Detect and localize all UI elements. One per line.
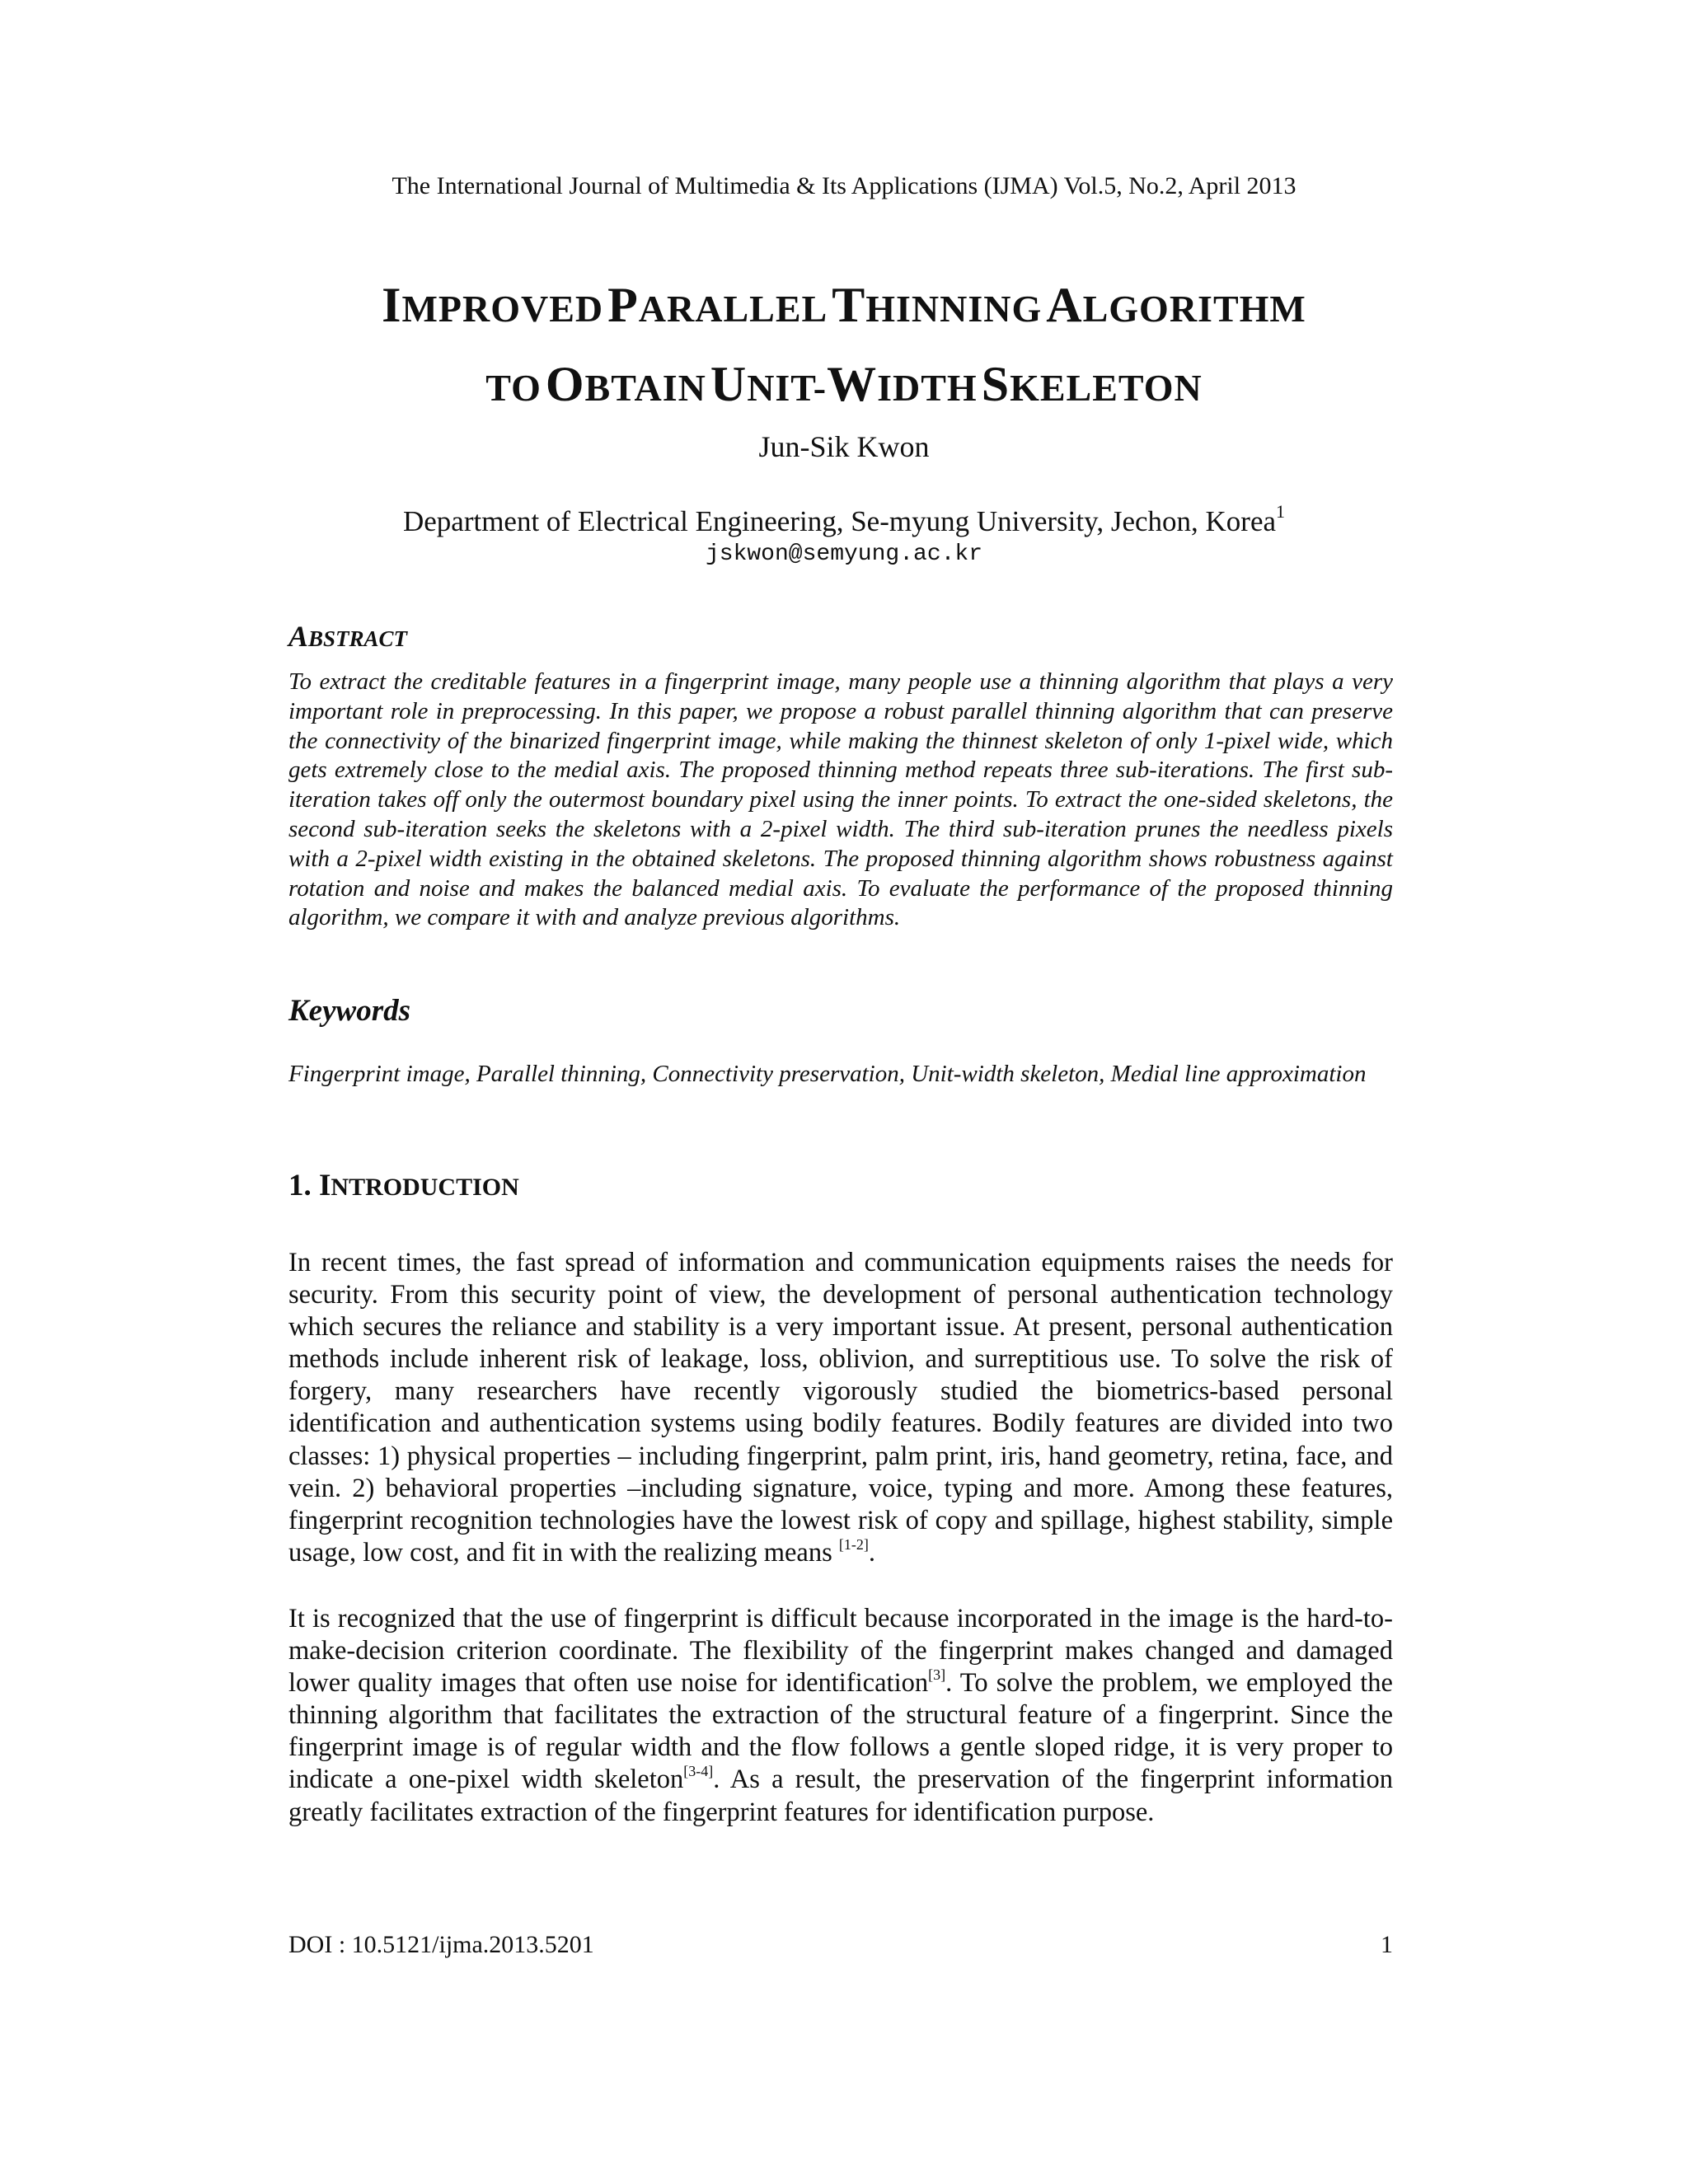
citation-ref: [3]	[928, 1666, 946, 1684]
title-word: SKELETON	[981, 357, 1203, 411]
title-line-2	[0, 351, 1688, 430]
author-name: Jun-Sik Kwon	[758, 430, 930, 463]
doi-footer: DOI : 10.5121/ijma.2013.5201	[288, 1931, 594, 1958]
title-line-1	[0, 272, 1688, 351]
citation-ref: [1-2]	[838, 1535, 869, 1553]
title-word: IMPROVED	[382, 278, 604, 332]
title-word: OBTAIN	[545, 357, 706, 411]
paper-title	[0, 272, 1688, 430]
author-affiliation: Department of Electrical Engineering, Se-myung University, Jechon, Korea$^1$	[402, 501, 1286, 537]
section-heading-introduction: 1. INTRODUCTION	[288, 1169, 519, 1202]
running-head: The International Journal of Multimedia & Its Applications (IJMA) Vol.5, No.2, April 2013	[392, 172, 1296, 199]
author-email: jskwon@semyung.ac.kr	[705, 541, 983, 567]
keywords-heading: Keywords	[288, 994, 410, 1028]
affiliation-mark: 1	[1276, 501, 1286, 522]
citation-ref: [3-4]	[683, 1763, 714, 1780]
abstract-heading: ABSTRACT	[288, 620, 408, 653]
title-word: UNIT-WIDTH	[710, 357, 978, 411]
title-word: PARALLEL	[607, 278, 828, 332]
intro-paragraph-2: It is recognized that the use of fingerprint is difficult because incorporated in the image is the hard-to-make-decision criterion coordinate. The flexibility of the fingerprint makes changed and damaged lower quality images that often use noise for identification[3]. To solve the problem, we employed the thinning algorithm that facilitates the extraction of the structural feature of a fingerprint. Since the fingerprint image is of regular width and the flow follows a gentle sloped ridge, it is very proper to indicate a one-pixel width skeleton[3-4]. As a result, the preservation of the fingerprint information greatly facilitates extraction of the fingerprint features for identification purpose.	[288, 1604, 1393, 1827]
title-word: ALGORITHM	[1046, 278, 1306, 332]
keywords-text: Fingerprint image, Parallel thinning, Connectivity preservation, Unit-width skeleton, Medial line approximation	[288, 1061, 1367, 1087]
title-word: TO	[485, 367, 542, 409]
page-number: 1	[1381, 1931, 1393, 1958]
title-word: THINNING	[832, 278, 1043, 332]
intro-paragraph-1: In recent times, the fast spread of information and communication equipments raises the needs for security. From this security point of view, the development of personal authentication technology which secures the reliance and stability is a very important issue. At present, personal authentication methods include inherent risk of leakage, loss, oblivion, and surreptitious use. To solve the risk of forgery, many researchers have recently vigorously studied the biometrics-based personal identification and authentication systems using bodily features. Bodily features are divided into two classes: 1) physical properties – including fingerprint, palm print, iris, hand geometry, retina, face, and vein. 2) behavioral properties –including signature, voice, typing and more. Among these features, fingerprint recognition technologies have the lowest risk of copy and spillage, highest stability, simple usage, low cost, and fit in with the realizing means [1-2].	[288, 1248, 1393, 1568]
abstract-text: To extract the creditable features in a fingerprint image, many people use a thinning algorithm that plays a very important role in preprocessing. In this paper, we propose a robust parallel thinning algorithm that can preserve the connectivity of the binarized fingerprint image, while making the thinnest skeleton of only 1-pixel wide, which gets extremely close to the medial axis. The proposed thinning method repeats three sub-iterations. The first sub-iteration takes off only the outermost boundary pixel using the inner points. To extract the one-sided skeletons, the second sub-iteration seeks the skeletons with a 2-pixel width. The third sub-iteration prunes the needless pixels with a 2-pixel width existing in the obtained skeletons. The proposed thinning algorithm shows robustness against rotation and noise and makes the balanced medial axis. To evaluate the performance of the proposed thinning algorithm, we compare it with and analyze previous algorithms.	[288, 668, 1393, 931]
